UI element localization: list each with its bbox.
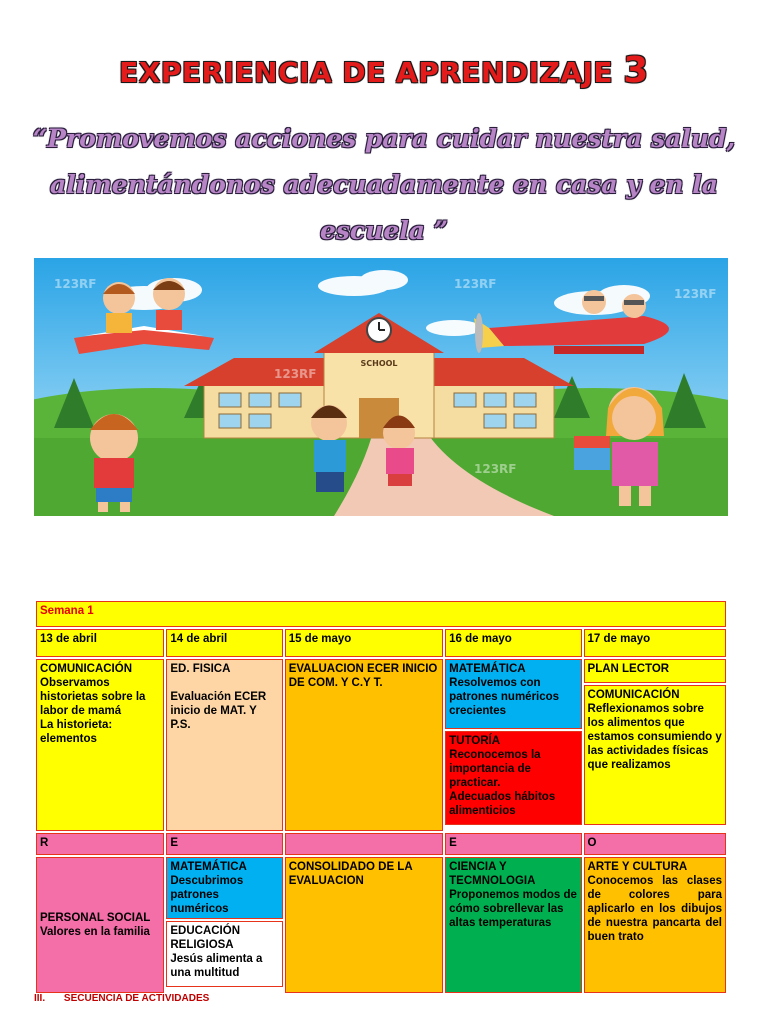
title-main: EXPERIENCIA DE APRENDIZAJE (119, 56, 614, 89)
watermark-5: 123RF (474, 462, 517, 476)
cell-matematica-patrones-crecientes: MATEMÁTICA Resolvemos con patrones numéricos crecientes (445, 659, 581, 729)
activities-row-1 (36, 659, 726, 831)
cell-stack-row2-col2 (166, 857, 282, 993)
date-2: 14 de abril (166, 629, 282, 657)
letter-2: E (166, 833, 282, 855)
date-1: 13 de abril (36, 629, 164, 657)
date-3: 15 de mayo (285, 629, 443, 657)
activities-row-2 (36, 857, 726, 993)
watermark-1: 123RF (54, 277, 97, 291)
week-label: Semana 1 (36, 601, 726, 627)
cell-personal-social: PERSONAL SOCIAL Valores en la familia (36, 857, 164, 993)
date-row (36, 629, 726, 657)
cell-stack-17-mayo (584, 659, 726, 831)
cell-stack-16-mayo (445, 659, 581, 831)
cell-comunicacion-historietas: COMUNICACIÓN Observamos historietas sobre la labor de mamá La historieta: elementos (36, 659, 164, 831)
date-5: 17 de mayo (584, 629, 726, 657)
school-sign: SCHOOL (360, 359, 398, 368)
watermark-3: 123RF (454, 277, 497, 291)
subtitle: “Promovemos acciones para cuidar nuestra salud, alimentándonos adecuadamente en casa y en la escuela ” (32, 124, 736, 245)
cell-tutoria: TUTORÍA Reconocemos la importancia de practicar. Adecuados hábitos alimenticios (445, 731, 581, 825)
watermark-2: 123RF (274, 367, 317, 381)
cell-arte-cultura: ARTE Y CULTURA Conocemos las clases de colores para aplicarlo en los dibujos de nuestra pancarta del buen trato (584, 857, 726, 993)
weekly-schedule-table (34, 599, 728, 995)
letters-row (36, 833, 726, 855)
letter-4: E (445, 833, 581, 855)
watermark-4: 123RF (674, 287, 717, 301)
cell-ed-fisica: ED. FISICA Evaluación ECER inicio de MAT. Y P.S. (166, 659, 282, 831)
letter-1: R (36, 833, 164, 855)
cell-educacion-religiosa: EDUCACIÓN RELIGIOSA Jesús alimenta a una multitud (166, 921, 282, 987)
cell-plan-lector: PLAN LECTOR (584, 659, 726, 683)
cell-evaluacion-ecer: EVALUACION ECER INICIO DE COM. Y C.Y T. (285, 659, 443, 831)
cell-ciencia-tecnologia: CIENCIA Y TECMNOLOGIA Proponemos modos de cómo sobrellevar las altas temperaturas (445, 857, 581, 993)
section-label: SECUENCIA DE ACTIVIDADES (63, 993, 210, 1004)
page-title (0, 50, 768, 91)
cell-matematica-descubrimos: MATEMÁTICA Descubrimos patrones numéricos (166, 857, 282, 919)
cell-comunicacion-alimentos: COMUNICACIÓN Reflexionamos sobre los alimentos que estamos consumiendo y las actividades físicas que realizamos (584, 685, 726, 825)
cell-consolidado: CONSOLIDADO DE LA EVALUACION (285, 857, 443, 993)
section-heading (34, 993, 209, 1004)
section-numeral: III. (34, 993, 46, 1004)
letter-3 (285, 833, 443, 855)
week-header-row (36, 601, 726, 627)
school-illustration (34, 258, 728, 516)
date-4: 16 de mayo (445, 629, 581, 657)
title-number: 3 (623, 50, 649, 91)
letter-5: O (584, 833, 726, 855)
